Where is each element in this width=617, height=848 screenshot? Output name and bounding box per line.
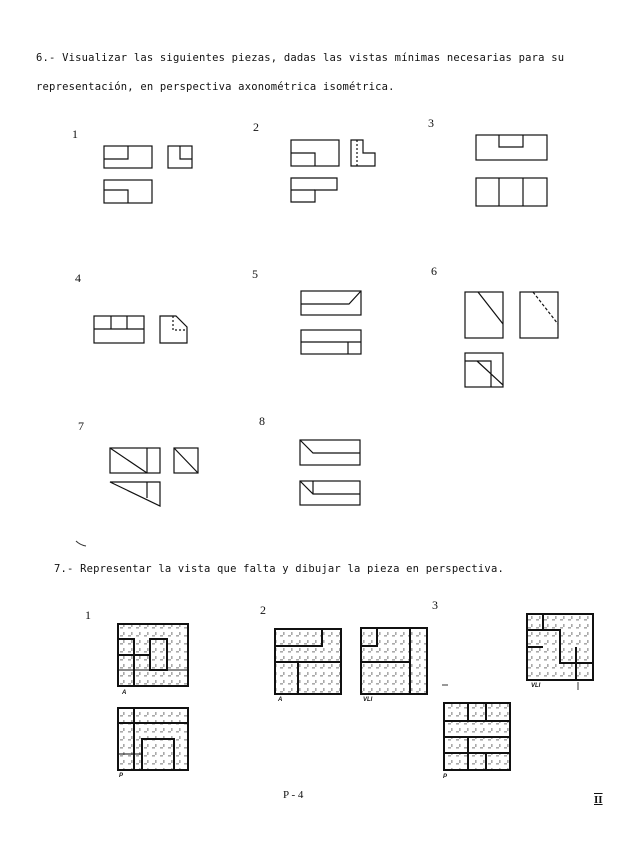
ex7-figure-3-plan-view: [444, 703, 510, 770]
exercise-7-instruction: 7.- Representar la vista que falta y dibujar la pieza en perspectiva.: [54, 563, 504, 575]
figure-3: [476, 135, 547, 206]
view-label-vli-2: VLI: [363, 697, 373, 703]
view-label-a-2: A: [278, 697, 283, 703]
ex7-figure-2-side-view: [361, 628, 427, 694]
figure-2: [291, 140, 375, 202]
ex7-figure-number-3: 3: [432, 598, 438, 612]
figure-5: [301, 291, 361, 354]
ex7-figure-number-1: 1: [85, 608, 91, 622]
ex7-figure-1-top-view: [118, 624, 188, 686]
view-label-p-1: P: [119, 773, 124, 779]
figure-number-4: 4: [75, 271, 81, 285]
figure-number-5: 5: [252, 267, 258, 281]
view-label-a-1: A: [122, 690, 127, 696]
ex7-figure-1-plan-view: [118, 708, 188, 770]
exercise-6-instruction-line1: 6.- Visualizar las siguientes piezas, dadas las vistas mínimas necesarias para su: [36, 52, 565, 64]
corner-mark: II: [594, 794, 603, 806]
figure-6: [465, 292, 558, 387]
ex7-figure-number-2: 2: [260, 603, 266, 617]
exercise-6-instruction-line2: representación, en perspectiva axonométrica isométrica.: [36, 81, 395, 93]
ex7-figure-2-front-view: [275, 629, 341, 694]
figure-number-7: 7: [78, 419, 84, 433]
view-label-p-3: P: [443, 774, 448, 780]
stray-mark: [76, 541, 86, 546]
page-number: P - 4: [283, 789, 304, 801]
figure-number-3: 3: [428, 116, 434, 130]
figure-number-1: 1: [72, 127, 78, 141]
figure-8: [300, 440, 360, 505]
figure-1: [104, 146, 192, 203]
figure-number-2: 2: [253, 120, 259, 134]
view-label-vli-3: VLI: [531, 683, 541, 689]
figure-number-8: 8: [259, 414, 265, 428]
figure-number-6: 6: [431, 264, 437, 278]
ex7-figure-3-side-view: [527, 614, 593, 680]
figure-4: [94, 316, 187, 343]
figure-7: [110, 448, 198, 506]
